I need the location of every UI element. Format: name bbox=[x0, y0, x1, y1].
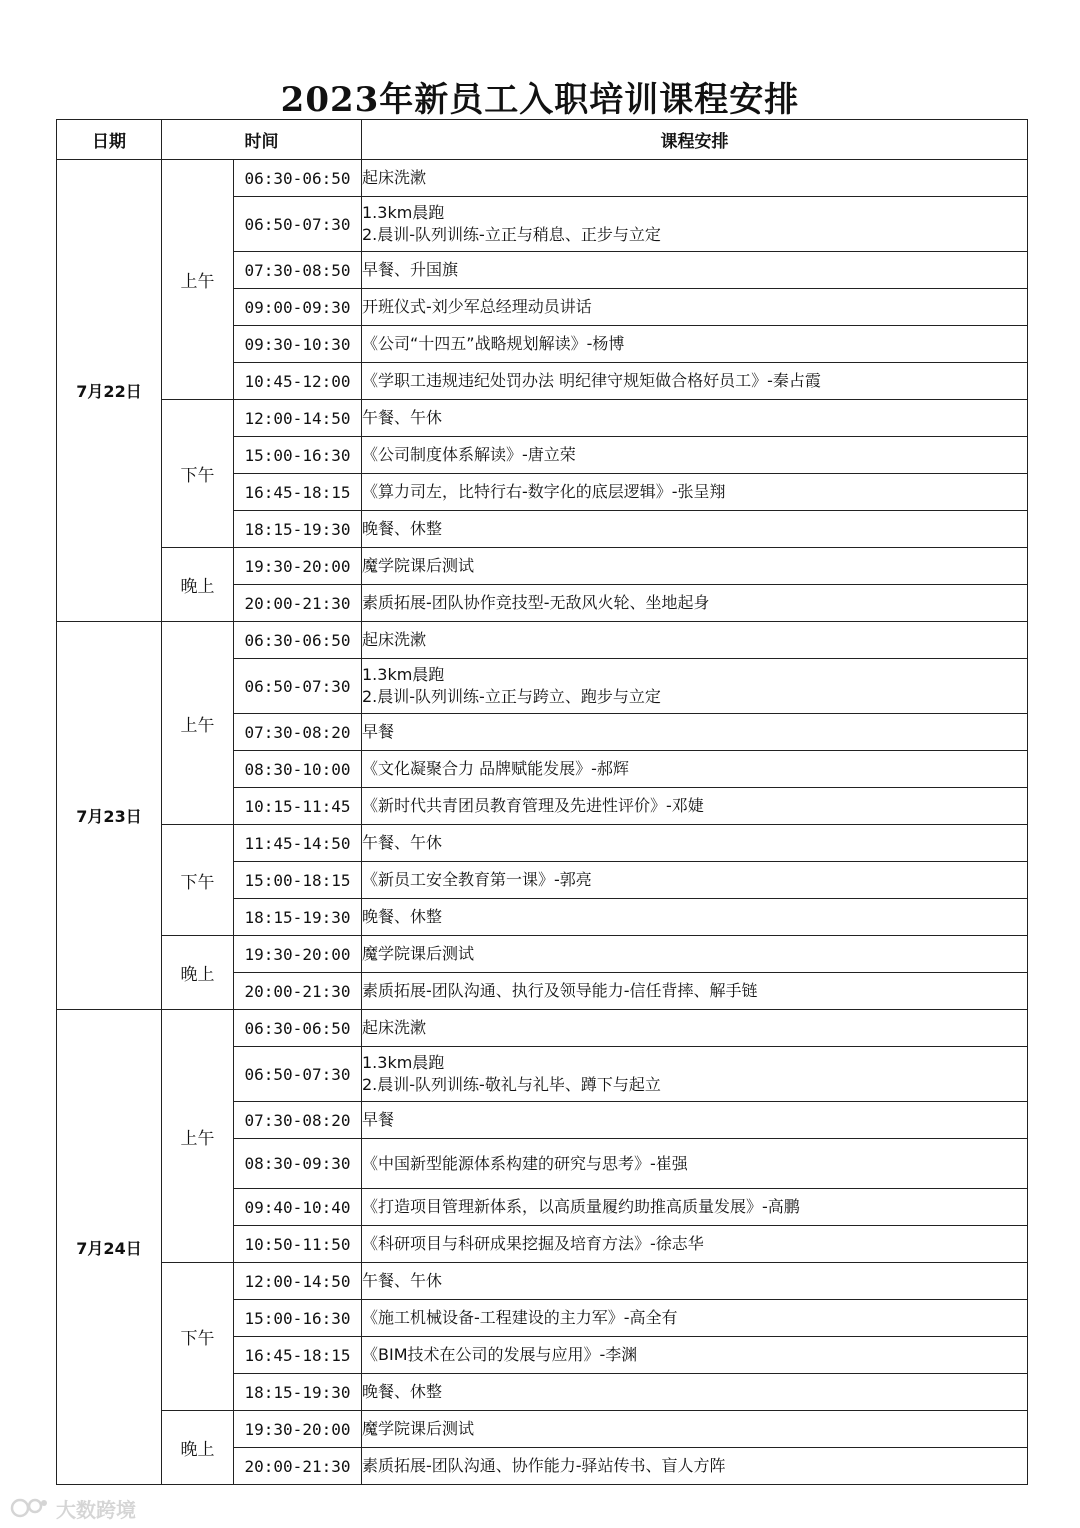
content-line: 《中国新型能源体系构建的研究与思考》-崔强 bbox=[362, 1153, 688, 1173]
time-cell: 07:30-08:20 bbox=[234, 1102, 362, 1139]
content-line: 魔学院课后测试 bbox=[362, 556, 475, 575]
content-line: 《新员工安全教育第一课》-郭亮 bbox=[362, 870, 592, 889]
content-line: 午餐、午休 bbox=[362, 833, 443, 852]
time-cell: 15:00-18:15 bbox=[234, 862, 362, 899]
content-cell bbox=[362, 1139, 1028, 1189]
period-cell: 晚上 bbox=[162, 936, 234, 1010]
content-line: 2.晨训-队列训练-立正与稍息、正步与立定 bbox=[362, 225, 661, 244]
content-line: 《算力司左，比特行右-数字化的底层逻辑》-张呈翔 bbox=[362, 482, 726, 501]
content-line: 魔学院课后测试 bbox=[362, 944, 475, 963]
content-line: 《文化凝聚合力 品牌赋能发展》-郝辉 bbox=[362, 759, 629, 778]
content-cell bbox=[362, 160, 1028, 197]
content-cell bbox=[362, 659, 1028, 714]
content-line: 1.3km晨跑 bbox=[362, 665, 445, 684]
time-cell: 07:30-08:20 bbox=[234, 714, 362, 751]
content-line: 《打造项目管理新体系，以高质量履约助推高质量发展》-高鹏 bbox=[362, 1197, 800, 1216]
period-cell: 上午 bbox=[162, 622, 234, 825]
period-cell: 下午 bbox=[162, 825, 234, 936]
time-cell: 19:30-20:00 bbox=[234, 1411, 362, 1448]
time-cell: 18:15-19:30 bbox=[234, 511, 362, 548]
content-line: 素质拓展-团队沟通、执行及领导能力-信任背摔、解手链 bbox=[362, 981, 758, 1000]
date-cell: 7月23日 bbox=[57, 622, 162, 1010]
time-cell: 10:45-12:00 bbox=[234, 363, 362, 400]
content-line: 《施工机械设备-工程建设的主力军》-高全有 bbox=[362, 1308, 678, 1327]
content-cell bbox=[362, 1226, 1028, 1263]
time-cell: 20:00-21:30 bbox=[234, 973, 362, 1010]
period-cell: 上午 bbox=[162, 1010, 234, 1263]
table-row bbox=[57, 825, 1028, 862]
period-cell: 下午 bbox=[162, 1263, 234, 1411]
watermark bbox=[10, 1494, 136, 1522]
table-row bbox=[57, 1411, 1028, 1448]
content-cell bbox=[362, 1047, 1028, 1102]
time-cell: 19:30-20:00 bbox=[234, 936, 362, 973]
content-cell bbox=[362, 548, 1028, 585]
table-row bbox=[57, 548, 1028, 585]
schedule-table bbox=[56, 119, 1028, 1485]
time-cell: 08:30-09:30 bbox=[234, 1139, 362, 1189]
period-cell: 晚上 bbox=[162, 1411, 234, 1485]
time-cell: 07:30-08:50 bbox=[234, 252, 362, 289]
content-line: 早餐 bbox=[362, 722, 395, 741]
content-cell bbox=[362, 751, 1028, 788]
time-cell: 06:30-06:50 bbox=[234, 622, 362, 659]
content-line: 素质拓展-团队沟通、协作能力-驿站传书、盲人方阵 bbox=[362, 1456, 726, 1475]
time-cell: 20:00-21:30 bbox=[234, 1448, 362, 1485]
table-row bbox=[57, 400, 1028, 437]
content-cell bbox=[362, 1374, 1028, 1411]
table-row bbox=[57, 622, 1028, 659]
table-row bbox=[57, 160, 1028, 197]
time-cell: 06:30-06:50 bbox=[234, 1010, 362, 1047]
period-cell: 晚上 bbox=[162, 548, 234, 622]
content-cell bbox=[362, 936, 1028, 973]
content-cell bbox=[362, 862, 1028, 899]
content-cell bbox=[362, 622, 1028, 659]
content-line: 《公司制度体系解读》-唐立荣 bbox=[362, 445, 576, 464]
watermark-text: 大数跨境 bbox=[56, 1497, 136, 1522]
content-cell bbox=[362, 511, 1028, 548]
time-cell: 06:50-07:30 bbox=[234, 197, 362, 252]
content-cell bbox=[362, 1411, 1028, 1448]
content-line: 魔学院课后测试 bbox=[362, 1419, 475, 1438]
time-cell: 11:45-14:50 bbox=[234, 825, 362, 862]
content-cell bbox=[362, 899, 1028, 936]
content-cell bbox=[362, 788, 1028, 825]
content-cell bbox=[362, 1337, 1028, 1374]
content-cell bbox=[362, 326, 1028, 363]
date-cell: 7月22日 bbox=[57, 160, 162, 622]
content-line: 早餐 bbox=[362, 1110, 395, 1129]
content-line: 开班仪式-刘少军总经理动员讲话 bbox=[362, 297, 592, 316]
time-cell: 09:30-10:30 bbox=[234, 326, 362, 363]
content-cell bbox=[362, 585, 1028, 622]
table-row bbox=[57, 936, 1028, 973]
content-line: 《科研项目与科研成果挖掘及培育方法》-徐志华 bbox=[362, 1234, 704, 1253]
content-cell bbox=[362, 197, 1028, 252]
content-line: 《公司“十四五”战略规划解读》-杨博 bbox=[362, 334, 625, 353]
content-cell bbox=[362, 437, 1028, 474]
content-line: 晚餐、休整 bbox=[362, 1382, 443, 1401]
time-cell: 06:50-07:30 bbox=[234, 1047, 362, 1102]
time-cell: 18:15-19:30 bbox=[234, 1374, 362, 1411]
time-cell: 16:45-18:15 bbox=[234, 474, 362, 511]
header-schedule: 课程安排 bbox=[362, 120, 1028, 160]
content-cell bbox=[362, 714, 1028, 751]
content-line: 2.晨训-队列训练-敬礼与礼毕、蹲下与起立 bbox=[362, 1075, 661, 1094]
time-cell: 12:00-14:50 bbox=[234, 400, 362, 437]
content-cell bbox=[362, 1448, 1028, 1485]
brand-logo-icon bbox=[10, 1495, 50, 1521]
table-header-row bbox=[57, 120, 1028, 160]
content-line: 起床洗漱 bbox=[362, 168, 427, 187]
content-line: 1.3km晨跑 bbox=[362, 1053, 445, 1072]
content-cell bbox=[362, 252, 1028, 289]
time-cell: 09:00-09:30 bbox=[234, 289, 362, 326]
content-line: 素质拓展-团队协作竞技型-无敌风火轮、坐地起身 bbox=[362, 593, 710, 612]
header-date: 日期 bbox=[57, 120, 162, 160]
content-cell bbox=[362, 973, 1028, 1010]
content-cell bbox=[362, 363, 1028, 400]
time-cell: 16:45-18:15 bbox=[234, 1337, 362, 1374]
content-cell bbox=[362, 400, 1028, 437]
time-cell: 10:50-11:50 bbox=[234, 1226, 362, 1263]
content-line: 早餐、升国旗 bbox=[362, 260, 459, 279]
table-row bbox=[57, 1263, 1028, 1300]
time-cell: 06:50-07:30 bbox=[234, 659, 362, 714]
time-cell: 19:30-20:00 bbox=[234, 548, 362, 585]
time-cell: 15:00-16:30 bbox=[234, 437, 362, 474]
time-cell: 12:00-14:50 bbox=[234, 1263, 362, 1300]
content-cell bbox=[362, 474, 1028, 511]
content-line: 起床洗漱 bbox=[362, 1018, 427, 1037]
time-cell: 06:30-06:50 bbox=[234, 160, 362, 197]
content-cell bbox=[362, 825, 1028, 862]
period-cell: 下午 bbox=[162, 400, 234, 548]
content-line: 晚餐、休整 bbox=[362, 907, 443, 926]
content-cell bbox=[362, 1300, 1028, 1337]
content-line: 《BIM技术在公司的发展与应用》-李渊 bbox=[362, 1345, 638, 1364]
content-cell bbox=[362, 1010, 1028, 1047]
date-cell: 7月24日 bbox=[57, 1010, 162, 1485]
content-line: 《新时代共青团员教育管理及先进性评价》-邓婕 bbox=[362, 796, 704, 815]
content-line: 晚餐、休整 bbox=[362, 519, 443, 538]
schedule-body bbox=[57, 160, 1028, 1485]
time-cell: 09:40-10:40 bbox=[234, 1189, 362, 1226]
time-cell: 08:30-10:00 bbox=[234, 751, 362, 788]
content-cell bbox=[362, 1102, 1028, 1139]
content-cell bbox=[362, 1263, 1028, 1300]
period-cell: 上午 bbox=[162, 160, 234, 400]
content-line: 2.晨训-队列训练-立正与跨立、跑步与立定 bbox=[362, 687, 661, 706]
content-line: 午餐、午休 bbox=[362, 1271, 443, 1290]
time-cell: 20:00-21:30 bbox=[234, 585, 362, 622]
content-cell bbox=[362, 289, 1028, 326]
content-line: 《学职工违规违纪处罚办法 明纪律守规矩做合格好员工》-秦占霞 bbox=[362, 371, 821, 390]
content-line: 起床洗漱 bbox=[362, 630, 427, 649]
header-time: 时间 bbox=[162, 120, 362, 160]
table-row bbox=[57, 1010, 1028, 1047]
time-cell: 15:00-16:30 bbox=[234, 1300, 362, 1337]
time-cell: 10:15-11:45 bbox=[234, 788, 362, 825]
content-line: 午餐、午休 bbox=[362, 408, 443, 427]
content-cell bbox=[362, 1189, 1028, 1226]
content-line: 1.3km晨跑 bbox=[362, 203, 445, 222]
page-title: 2023年新员工入职培训课程安排 bbox=[280, 80, 800, 120]
time-cell: 18:15-19:30 bbox=[234, 899, 362, 936]
